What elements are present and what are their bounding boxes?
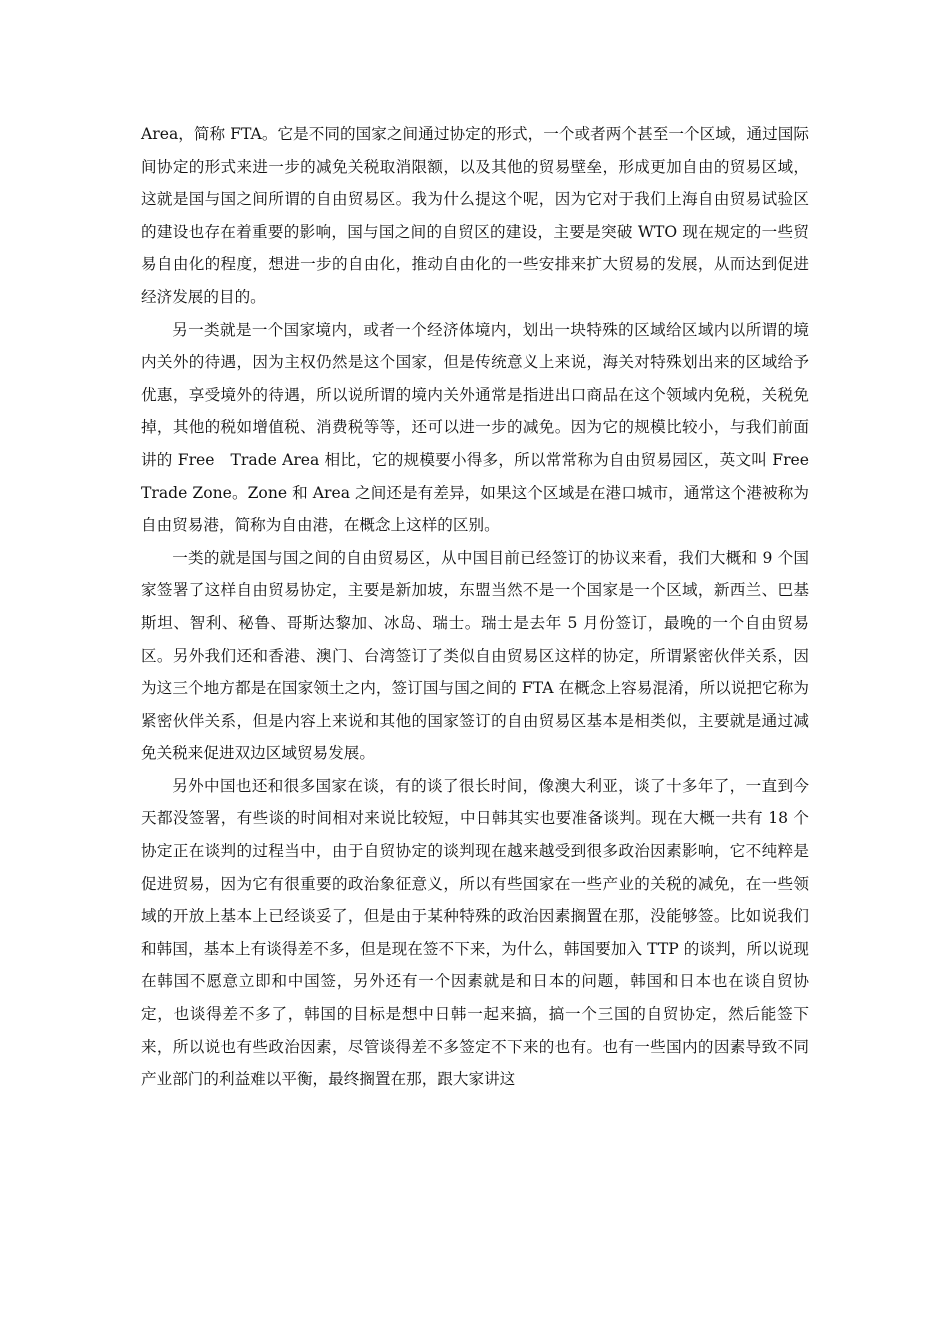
paragraph-4: 另外中国也还和很多国家在谈，有的谈了很长时间，像澳大利亚，谈了十多年了，一直到今天都没签署，有些谈的时间相对来说比较短，中日韩其实也要准备谈判。现在大概一共有 18 个协定正在谈判的过程当中，由于自贸协定的谈判现在越来越受到很多政治因素影响，它不纯粹是促进贸易，因为它有很重要的政治象征意义，所以有些国家在一些产业的关税的减免，在一些领域的开放上基本上已经谈妥了，但是由于某种特殊的政治因素搁置在那，没能够签。比如说我们和韩国，基本上有谈得差不多，但是现在签不下来，为什么，韩国要加入 TTP 的谈判，所以说现在韩国不愿意立即和中国签，另外还有一个因素就是和日本的问题，韩国和日本也在谈自贸协定，也谈得差不多了，韩国的目标是想中日韩一起来搞，搞一个三国的自贸协定，然后能签下来，所以说也有些政治因素，尽管谈得差不多签定不下来的也有。也有一些国内的因素导致不同产业部门的利益难以平衡，最终搁置在那，跟大家讲这 [141, 776, 809, 1089]
paragraph-3: 一类的就是国与国之间的自由贸易区，从中国目前已经签订的协议来看，我们大概和 9 个国家签署了这样自由贸易协定，主要是新加坡，东盟当然不是一个国家是一个区域，新西兰、巴基斯坦、智利、秘鲁、哥斯达黎加、冰岛、瑞士。瑞士是去年 5 月份签订，最晚的一个自由贸易区。另外我们还和香港、澳门、台湾签订了类似自由贸易区这样的协定，所谓紧密伙伴关系，因为这三个地方都是在国家领土之内，签订国与国之间的 FTA 在概念上容易混淆，所以说把它称为紧密伙伴关系，但是内容上来说和其他的国家签订的自由贸易区基本是相类似，主要就是通过减免关税来促进双边区域贸易发展。 [141, 548, 809, 763]
paragraph-2: 另一类就是一个国家境内，或者一个经济体境内，划出一块特殊的区域给区域内以所谓的境内关外的待遇，因为主权仍然是这个国家，但是传统意义上来说，海关对特殊划出来的区域给予优惠，享受境外的待遇，所以说所谓的境内关外通常是指进出口商品在这个领域内免税，关税免掉，其他的税如增值税、消费税等等，还可以进一步的减免。因为它的规模比较小，与我们前面讲的 Free Trade Area 相比，它的规模要小得多，所以常常称为自由贸易园区，英文叫 Free Trade Zone。Zone 和 Area 之间还是有差异，如果这个区域是在港口城市，通常这个港被称为自由贸易港，简称为自由港，在概念上这样的区别。 [141, 320, 809, 535]
document-body [141, 118, 809, 1096]
paragraph-1: Area，简称 FTA。它是不同的国家之间通过协定的形式，一个或者两个甚至一个区域，通过国际间协定的形式来进一步的减免关税取消限额，以及其他的贸易壁垒，形成更加自由的贸易区域，这就是国与国之间所谓的自由贸易区。我为什么提这个呢，因为它对于我们上海自由贸易试验区的建设也存在着重要的影响，国与国之间的自贸区的建设，主要是突破 WTO 现在规定的一些贸易自由化的程度，想进一步的自由化，推动自由化的一些安排来扩大贸易的发展，从而达到促进经济发展的目的。 [141, 125, 809, 306]
